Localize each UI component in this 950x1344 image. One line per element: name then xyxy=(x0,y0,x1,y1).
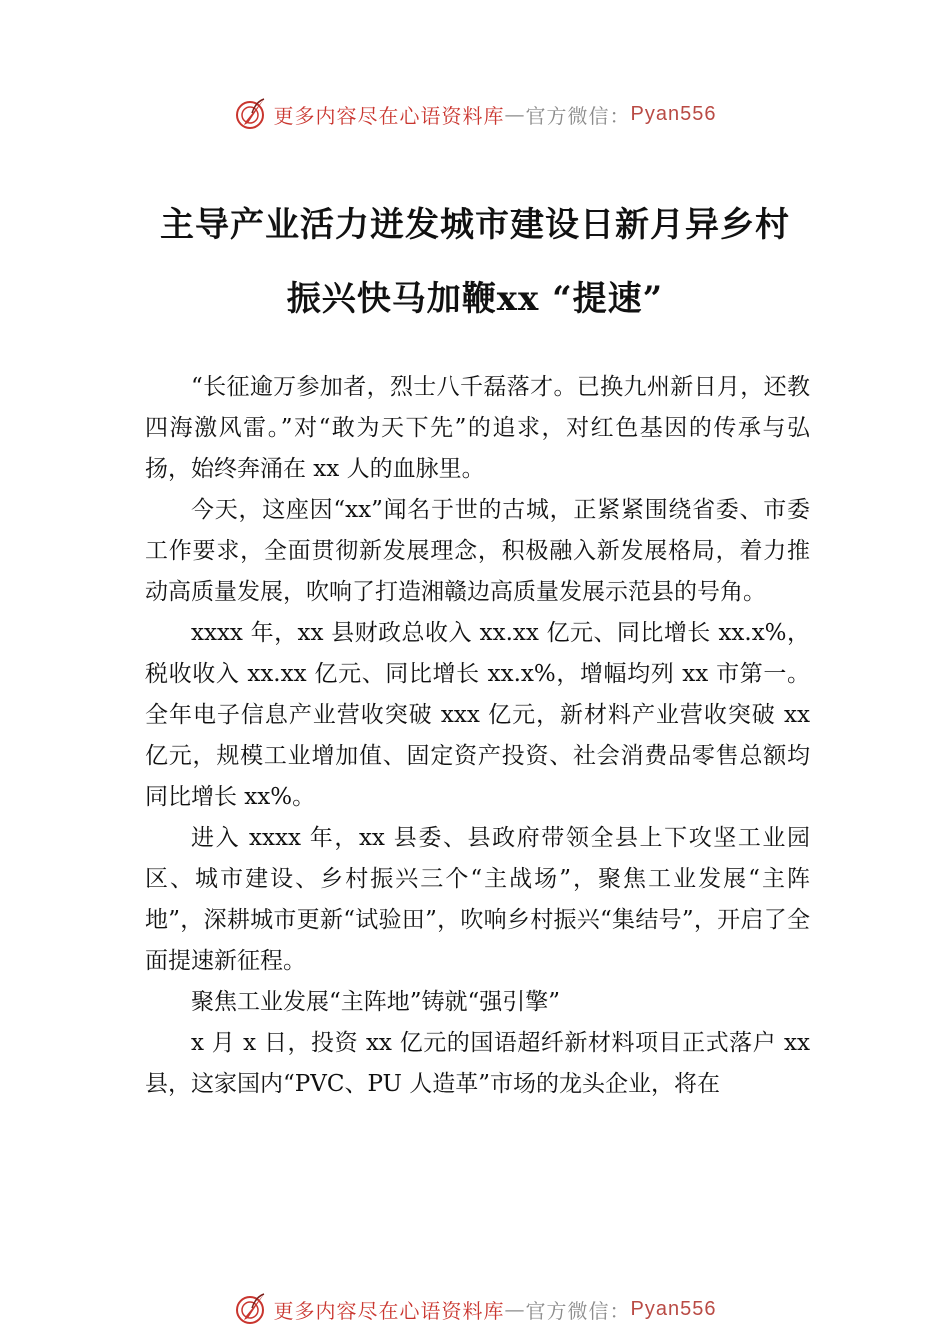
quill-logo-icon xyxy=(234,1292,268,1326)
banner-dash: — xyxy=(504,1297,526,1321)
title-line-2: 振兴快马加鞭xx “提速” xyxy=(286,279,664,319)
article-body xyxy=(145,367,810,1105)
paragraph: 今天，这座因“xx”闻名于世的古城，正紧紧围绕省委、市委工作要求，全面贯彻新发展理念，积极融入新发展格局，着力推动高质量发展，吹响了打造湘赣边高质量发展示范县的号角。 xyxy=(145,497,810,605)
paragraph: 进入 xxxx 年，xx 县委、县政府带领全县上下攻坚工业园区、城市建设、乡村振兴三个“主战场”，聚焦工业发展“主阵地”，深耕城市更新“试验田”，吹响乡村振兴“集结号”，开启了全面提速新征程。 xyxy=(145,825,810,974)
banner-text: 更多内容尽在心语资料库 xyxy=(273,1298,505,1323)
banner-wechat-label: 官方微信： xyxy=(525,1298,631,1323)
paragraph: “长征逾万参加者，烈士八千磊落才。已换九州新日月，还教四海激风雷。”对“敢为天下先”的追求，对红色基因的传承与弘扬，始终奔涌在 xx 人的血脉里。 xyxy=(145,374,810,482)
banner-dash: — xyxy=(504,102,526,126)
banner-wechat-id: Pyan556 xyxy=(630,1297,717,1320)
section-heading: 聚焦工业发展“主阵地”铸就“强引擎” xyxy=(191,989,561,1015)
paragraph: xxxx 年，xx 县财政总收入 xx.xx 亿元、同比增长 xx.x%，税收收入 xx.xx 亿元、同比增长 xx.x%，增幅均列 xx 市第一。全年电子信息产业营收突破 xxx 亿元，新材料产业营收突破 xx 亿元，规模工业增加值、固定资产投资、社会消费品零售总额均同比增长 xx%。 xyxy=(145,620,810,810)
header-banner xyxy=(0,94,950,134)
paragraph: x 月 x 日，投资 xx 亿元的国语超纤新材料项目正式落户 xx 县，这家国内“PVC、PU 人造革”市场的龙头企业，将在 xyxy=(145,1030,810,1097)
quill-logo-icon xyxy=(234,97,268,131)
banner-wechat-id: Pyan556 xyxy=(630,102,717,125)
footer-banner xyxy=(0,1289,950,1329)
title-line-1: 主导产业活力迸发城市建设日新月异乡村 xyxy=(160,205,790,245)
banner-text: 更多内容尽在心语资料库 xyxy=(273,103,505,128)
banner-wechat-label: 官方微信： xyxy=(525,103,631,128)
